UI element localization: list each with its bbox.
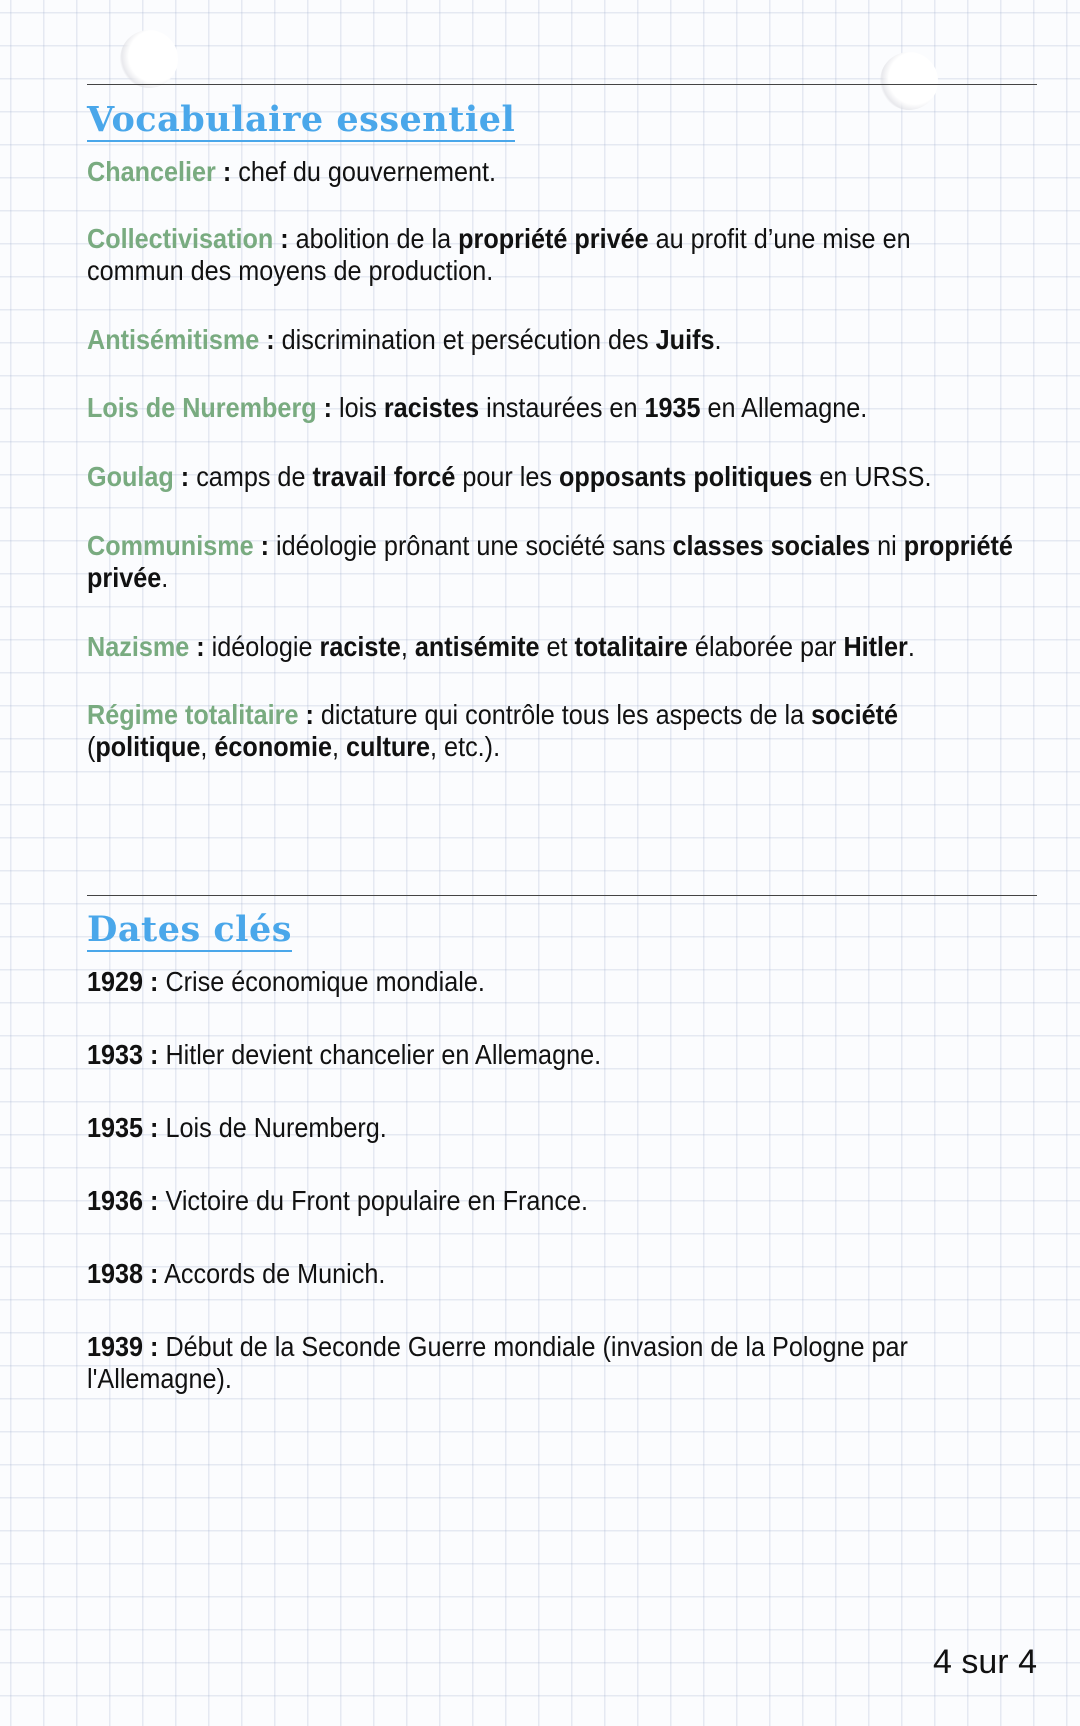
section-divider	[87, 895, 1037, 896]
vocab-item-goulag: Goulag : camps de travail forcé pour les opposants politiques en URSS.	[87, 461, 932, 492]
vocab-item-antisemitisme: Antisémitisme : discrimination et persécution des Juifs.	[87, 324, 722, 355]
vocab-item-collectivisation: Collectivisation : abolition de la propriété privée au profit d’une mise en commun des moyens de production.	[87, 223, 911, 286]
vocab-item-communisme: Communisme : idéologie prônant une société sans classes sociales ni propriété privée.	[87, 530, 1013, 593]
section-divider	[87, 84, 1037, 85]
vocab-item-regime-totalitaire: Régime totalitaire : dictature qui contrôle tous les aspects de la société (politique, économie, culture, etc.).	[87, 699, 898, 762]
date-item: 1936 : Victoire du Front populaire en France.	[87, 1185, 589, 1216]
date-item: 1935 : Lois de Nuremberg.	[87, 1112, 387, 1143]
dates-title: Dates clés	[87, 909, 292, 950]
vocab-title: Vocabulaire essentiel	[87, 99, 516, 140]
date-item: 1933 : Hitler devient chancelier en Allemagne.	[87, 1039, 602, 1070]
punch-hole-decoration	[120, 30, 178, 88]
date-item: 1938 : Accords de Munich.	[87, 1258, 386, 1289]
date-item: 1929 : Crise économique mondiale.	[87, 966, 485, 997]
vocab-item-nazisme: Nazisme : idéologie raciste, antisémite et totalitaire élaborée par Hitler.	[87, 631, 915, 662]
punch-hole-decoration	[880, 52, 938, 110]
page-number: 4 sur 4	[933, 1643, 1037, 1681]
vocab-item-chancelier: Chancelier : chef du gouvernement.	[87, 156, 497, 187]
vocab-item-nuremberg: Lois de Nuremberg : lois racistes instaurées en 1935 en Allemagne.	[87, 392, 868, 423]
date-item: 1939 : Début de la Seconde Guerre mondiale (invasion de la Pologne par l'Allemagne).	[87, 1331, 908, 1394]
